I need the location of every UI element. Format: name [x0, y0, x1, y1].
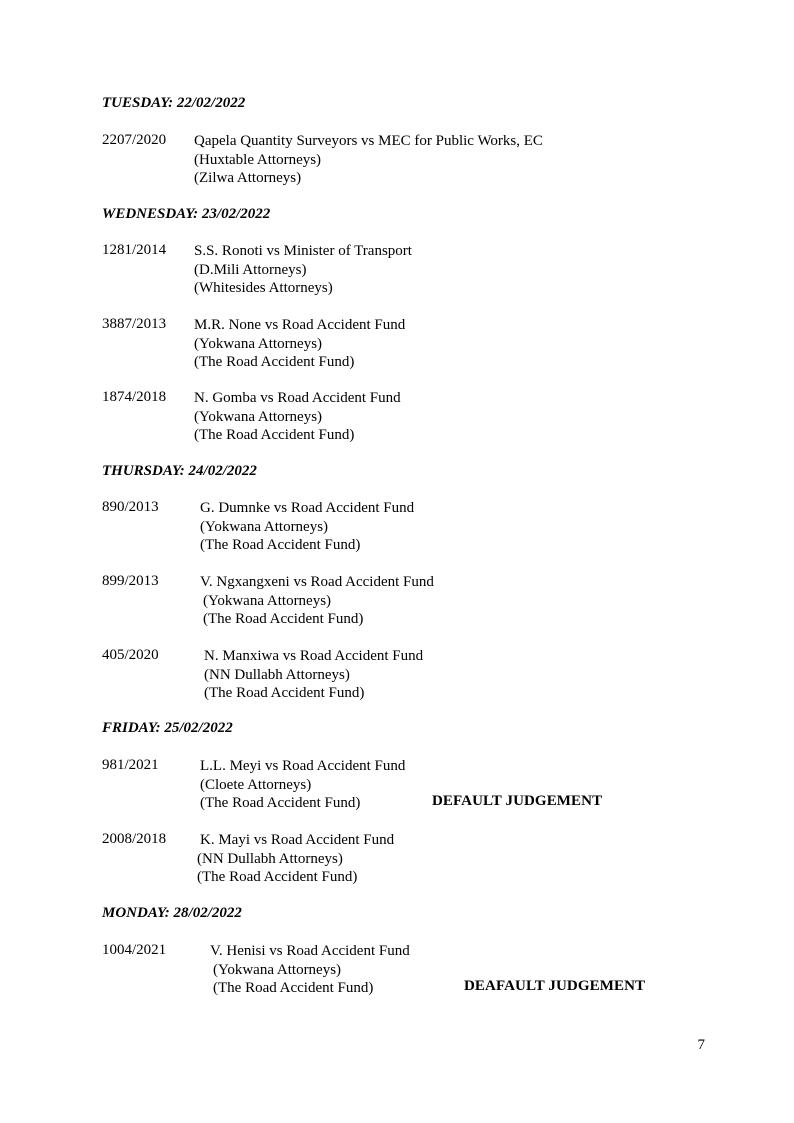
day-heading-tuesday: TUESDAY: 22/02/2022 [102, 95, 246, 111]
case-number: 2207/2020 [102, 132, 167, 148]
case-number: 899/2013 [102, 573, 159, 589]
case-number: 3887/2013 [102, 316, 167, 332]
defendant-attorneys: (The Road Accident Fund) [203, 611, 364, 627]
day-heading-friday: FRIDAY: 25/02/2022 [102, 720, 233, 736]
case-number: 981/2021 [102, 757, 159, 773]
defendant-attorneys: (The Road Accident Fund) [200, 537, 361, 553]
plaintiff-attorneys: (D.Mili Attorneys) [194, 261, 307, 278]
case-entry [102, 573, 754, 633]
case-title: M.R. None vs Road Accident Fund [194, 317, 406, 333]
case-number: 405/2020 [102, 647, 159, 663]
case-title: Qapela Quantity Surveyors vs MEC for Public Works, EC [194, 133, 543, 149]
case-number: 890/2013 [102, 499, 159, 515]
case-title: V. Henisi vs Road Accident Fund [210, 943, 410, 959]
case-entry [102, 831, 754, 891]
case-title: L.L. Meyi vs Road Accident Fund [200, 758, 406, 774]
case-number: 1281/2014 [102, 242, 167, 258]
plaintiff-attorneys: (Cloete Attorneys) [200, 776, 312, 793]
case-number: 2008/2018 [102, 831, 167, 847]
case-number: 1874/2018 [102, 389, 167, 405]
case-entry [102, 499, 754, 559]
plaintiff-attorneys: (Yokwana Attorneys) [200, 518, 329, 535]
defendant-attorneys: (The Road Accident Fund) [197, 869, 358, 885]
plaintiff-attorneys: (Yokwana Attorneys) [194, 408, 323, 425]
case-entry [102, 316, 754, 376]
case-entry [102, 389, 754, 449]
page-number: 7 [697, 1037, 705, 1053]
plaintiff-attorneys: (Yokwana Attorneys) [203, 592, 332, 609]
plaintiff-attorneys: (Yokwana Attorneys) [194, 335, 323, 352]
case-entry [102, 132, 754, 192]
day-heading-thursday: THURSDAY: 24/02/2022 [102, 463, 257, 479]
defendant-attorneys: (The Road Accident Fund) [200, 795, 361, 811]
defendant-attorneys: (The Road Accident Fund) [194, 354, 355, 370]
case-entry [102, 242, 754, 302]
defendant-attorneys: (Zilwa Attorneys) [194, 170, 302, 186]
case-entry [102, 942, 754, 1002]
defendant-attorneys: (The Road Accident Fund) [213, 980, 374, 996]
defendant-attorneys: (The Road Accident Fund) [204, 685, 365, 701]
case-title: V. Ngxangxeni vs Road Accident Fund [200, 574, 434, 590]
case-entry [102, 647, 754, 707]
case-title: N. Gomba vs Road Accident Fund [194, 390, 401, 406]
plaintiff-attorneys: (Huxtable Attorneys) [194, 151, 322, 168]
case-title: G. Dumnke vs Road Accident Fund [200, 500, 415, 516]
day-heading-monday: MONDAY: 28/02/2022 [102, 905, 242, 921]
default-judgement-note: DEAFAULT JUDGEMENT [464, 978, 646, 994]
plaintiff-attorneys: (NN Dullabh Attorneys) [204, 666, 350, 683]
case-title: K. Mayi vs Road Accident Fund [200, 832, 395, 848]
case-entry [102, 757, 754, 817]
case-title: N. Manxiwa vs Road Accident Fund [204, 648, 424, 664]
defendant-attorneys: (The Road Accident Fund) [194, 427, 355, 443]
case-title: S.S. Ronoti vs Minister of Transport [194, 243, 412, 259]
plaintiff-attorneys: (NN Dullabh Attorneys) [197, 850, 343, 867]
default-judgement-note: DEFAULT JUDGEMENT [432, 793, 603, 809]
case-number: 1004/2021 [102, 942, 167, 958]
day-heading-wednesday: WEDNESDAY: 23/02/2022 [102, 206, 271, 222]
defendant-attorneys: (Whitesides Attorneys) [194, 280, 333, 296]
plaintiff-attorneys: (Yokwana Attorneys) [213, 961, 342, 978]
